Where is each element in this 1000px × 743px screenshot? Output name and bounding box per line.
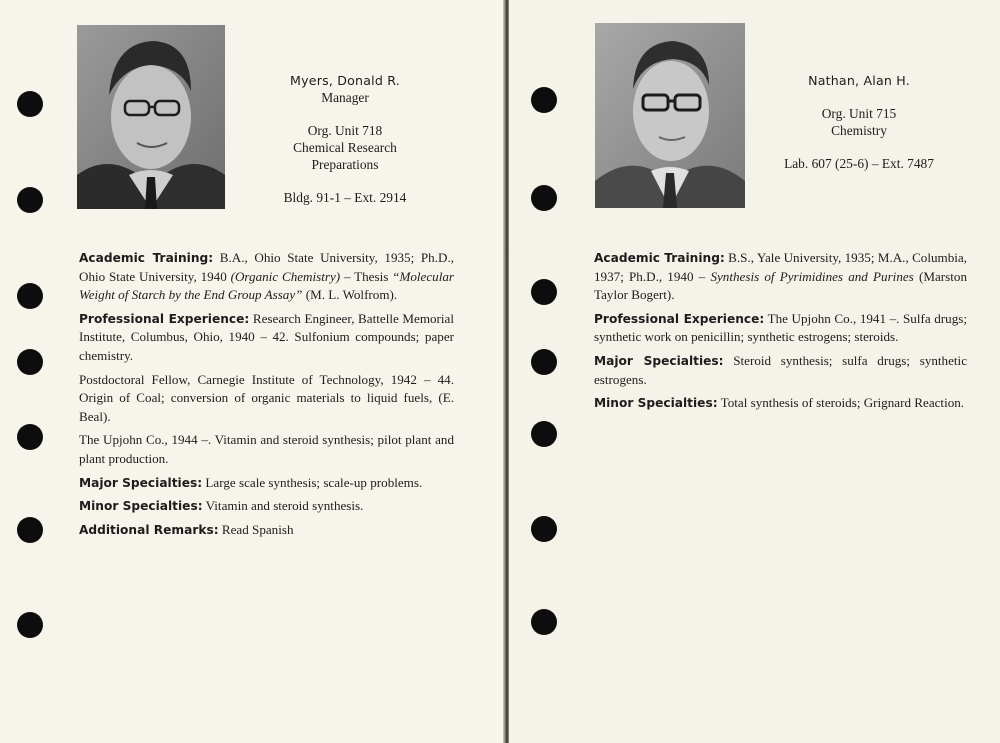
department: Chemistry bbox=[831, 123, 887, 138]
section-label: Additional Remarks: bbox=[79, 522, 219, 537]
section-label: Academic Training: bbox=[594, 251, 725, 265]
binder-hole bbox=[531, 87, 557, 113]
minor-specialties: Minor Specialties: Total synthesis of steroids; Grignard Reaction. bbox=[594, 395, 965, 411]
additional-remarks: Additional Remarks: Read Spanish bbox=[79, 521, 294, 537]
experience-paragraph: The Upjohn Co., 1944 –. Vitamin and steroid synthesis; pilot plant and plant production. bbox=[79, 432, 454, 466]
binder-hole bbox=[531, 349, 557, 375]
person-name: Nathan, Alan H. bbox=[808, 73, 910, 88]
person-name: Myers, Donald R. bbox=[290, 73, 400, 88]
org-unit: Org. Unit 718 bbox=[307, 123, 383, 138]
section-label: Minor Specialties: bbox=[594, 396, 718, 411]
org-unit: Org. Unit 715 bbox=[821, 106, 897, 121]
section-label: Minor Specialties: bbox=[79, 499, 203, 514]
academic-training: Academic Training: B.A., Ohio State University, 1935; Ph.D., Ohio State University, 1940 (Organic Chemistry) – Thesis “Molecular Weight of Starch by the End Group Assay” (M. L. Wolfrom). bbox=[79, 250, 454, 303]
section-label: Major Specialties: bbox=[594, 353, 724, 368]
portrait-photo bbox=[77, 25, 225, 209]
binder-hole bbox=[531, 609, 557, 635]
section-label: Professional Experience: bbox=[594, 311, 765, 326]
binder-hole bbox=[17, 349, 43, 375]
major-specialties: Major Specialties: Large scale synthesis; scale-up problems. bbox=[79, 474, 423, 490]
binder-hole bbox=[17, 283, 43, 309]
job-title: Manager bbox=[321, 90, 369, 105]
binder-hole bbox=[531, 516, 557, 542]
location-extension: Bldg. 91-1 – Ext. 2914 bbox=[283, 190, 407, 205]
section-label: Academic Training: bbox=[79, 251, 214, 265]
academic-training: Academic Training: B.S., Yale University, 1935; M.A., Columbia, 1937; Ph.D., 1940 – Synthesis of Pyrimidines and Purines (Marston Taylor Bogert). bbox=[594, 250, 967, 303]
person-header bbox=[250, 72, 440, 206]
portrait-photo bbox=[595, 23, 745, 208]
binder-hole bbox=[531, 421, 557, 447]
section-label: Major Specialties: bbox=[79, 475, 203, 490]
binder-hole bbox=[17, 91, 43, 117]
major-specialties: Major Specialties: Steroid synthesis; sulfa drugs; synthetic estrogens. bbox=[594, 352, 968, 387]
professional-experience: Professional Experience: Research Engineer, Battelle Memorial Institute, Columbus, Ohio, 1940 – 42. Sulfonium compounds; paper chemistry. bbox=[79, 310, 455, 363]
department: Chemical Research bbox=[293, 140, 397, 155]
binder-hole bbox=[17, 612, 43, 638]
biography-body bbox=[79, 249, 454, 544]
department: Preparations bbox=[311, 157, 379, 172]
minor-specialties: Minor Specialties: Vitamin and steroid synthesis. bbox=[79, 498, 364, 514]
binder-hole bbox=[531, 185, 557, 211]
binder-hole bbox=[17, 187, 43, 213]
location-extension: Lab. 607 (25-6) – Ext. 7487 bbox=[784, 156, 934, 171]
person-header bbox=[759, 72, 959, 172]
biography-body bbox=[594, 249, 967, 418]
binder-hole bbox=[531, 279, 557, 305]
binder-hole bbox=[17, 424, 43, 450]
right-page bbox=[509, 0, 1000, 743]
experience-paragraph: Postdoctoral Fellow, Carnegie Institute of Technology, 1942 – 44. Origin of Coal; conversion of organic materials to liquid fuels, (E. Beal). bbox=[79, 371, 454, 424]
binder-hole bbox=[17, 517, 43, 543]
professional-experience: Professional Experience: The Upjohn Co., 1941 –. Sulfa drugs; synthetic work on penicillin; synthetic estrogens; steroids. bbox=[594, 310, 967, 345]
section-label: Professional Experience: bbox=[79, 311, 250, 326]
